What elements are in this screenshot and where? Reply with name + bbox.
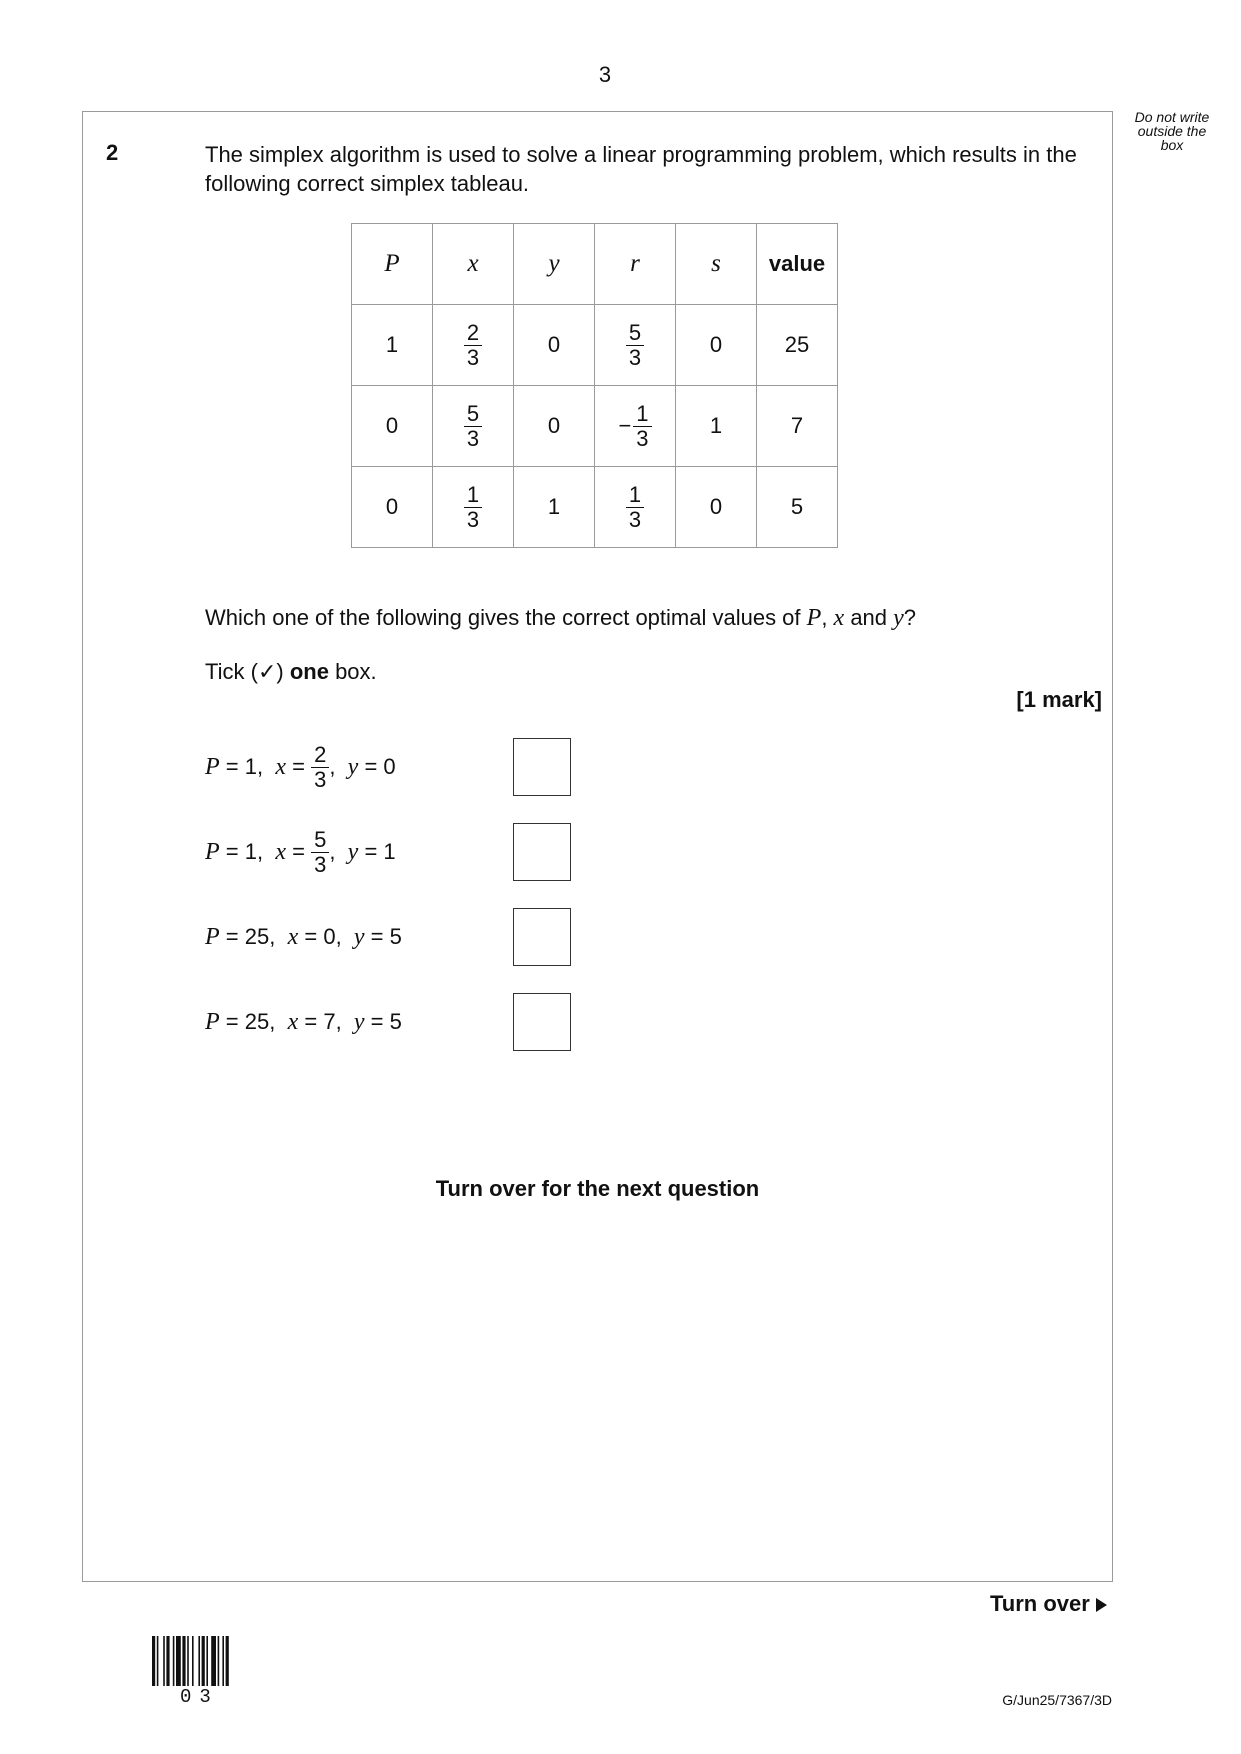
tableau-cell [433, 386, 514, 467]
simplex-tableau [351, 223, 838, 548]
which-sep: , [821, 605, 834, 630]
y-value: 5 [389, 924, 402, 949]
p-value: 25 [244, 924, 270, 949]
tick-box-2[interactable] [513, 823, 571, 881]
tableau-header-cell: y [514, 224, 595, 305]
tick-box-1[interactable] [513, 738, 571, 796]
which-end: ? [903, 605, 917, 630]
tableau-cell: 0 [352, 386, 433, 467]
option-4: P = 25 , x = 7 , y = 5 [205, 1008, 402, 1035]
tableau-row [352, 386, 838, 467]
which-text: Which one of the following gives the correct optimal values of [205, 605, 807, 630]
fraction [464, 483, 482, 532]
denominator: 3 [628, 344, 642, 370]
denominator: 3 [466, 344, 480, 370]
var-p: P [806, 605, 822, 631]
x-value: 7 [323, 1009, 336, 1034]
minus-sign: − [618, 413, 632, 438]
tick-text: Tick (✓) [205, 659, 290, 684]
fraction [626, 483, 644, 532]
tableau-header-row [352, 224, 838, 305]
tableau-header-cell: r [595, 224, 676, 305]
tick-after: box. [328, 659, 377, 684]
denominator: 3 [314, 766, 327, 792]
p-value: 1 [244, 839, 257, 864]
tableau-cell [433, 305, 514, 386]
turn-over [990, 1591, 1107, 1617]
p-value: 25 [244, 1009, 270, 1034]
tableau-cell: 0 [514, 305, 595, 386]
fraction [311, 828, 329, 877]
x-value: 0 [323, 924, 336, 949]
tableau-cell: 1 [514, 467, 595, 548]
option-3: P = 25 , x = 0 , y = 5 [205, 923, 402, 950]
option-1: P = 1 , x = $\frac{2}{3}$ , y = 0 [205, 741, 396, 792]
denominator: 3 [636, 425, 649, 451]
fraction [311, 743, 329, 792]
tableau-cell: 0 [514, 386, 595, 467]
option-2: P = 1 , x = $\frac{5}{3}$ , y = 1 [205, 826, 396, 877]
var-x: x [833, 605, 845, 631]
tick-bold: one [289, 659, 329, 684]
tableau-header-cell: value [757, 224, 838, 305]
numerator: 1 [626, 483, 644, 508]
numerator: 5 [464, 402, 482, 427]
margin-note: Do not write outside the box [1134, 109, 1210, 153]
fraction [633, 402, 651, 451]
numerator: 2 [464, 321, 482, 346]
tableau-row [352, 305, 838, 386]
turn-over-question: Turn over for the next question [435, 1176, 760, 1201]
question-number: 2 [106, 140, 119, 165]
p-value: 1 [244, 754, 257, 779]
tableau-cell: 0 [676, 305, 757, 386]
tableau-cell: 1 [676, 386, 757, 467]
numerator: 2 [311, 743, 329, 768]
tableau-cell: 5 [757, 467, 838, 548]
y-value: 1 [383, 839, 396, 864]
numerator: 5 [311, 828, 329, 853]
denominator: 3 [466, 506, 480, 532]
which-and: and [844, 605, 894, 630]
tableau-cell [595, 467, 676, 548]
tableau-row [352, 467, 838, 548]
tableau-header-cell: x [433, 224, 514, 305]
tick-instruction [205, 659, 377, 685]
question-text: The simplex algorithm is used to solve a linear programming problem, which results in the following correct simplex tableau. [205, 142, 1077, 196]
barcode-icon [152, 1636, 262, 1686]
turn-over-label: Turn over [990, 1591, 1090, 1616]
mark-allocation: [1 mark] [1016, 687, 1102, 712]
y-value: 5 [389, 1009, 402, 1034]
tableau-cell: 25 [757, 305, 838, 386]
numerator: 1 [464, 483, 482, 508]
denominator: 3 [314, 851, 327, 877]
tableau-cell: 1 [352, 305, 433, 386]
denominator: 3 [466, 425, 480, 451]
fraction [464, 402, 482, 451]
which-question [205, 605, 916, 632]
numerator: 5 [626, 321, 644, 346]
tableau-cell: 0 [352, 467, 433, 548]
fraction [464, 321, 482, 370]
paper-reference: G/Jun25/7367/3D [1002, 1692, 1112, 1708]
barcode-number: 03 [180, 1686, 219, 1708]
tick-box-3[interactable] [513, 908, 571, 966]
tableau-cell [433, 467, 514, 548]
tableau-cell [595, 386, 676, 467]
tick-box-4[interactable] [513, 993, 571, 1051]
tableau-header-cell: s [676, 224, 757, 305]
denominator: 3 [628, 506, 642, 532]
y-value: 0 [383, 754, 396, 779]
triangle-right-icon [1096, 1598, 1107, 1612]
numerator: 1 [633, 402, 651, 427]
tableau-cell: 7 [757, 386, 838, 467]
page-number: 3 [598, 62, 612, 87]
var-y: y [893, 605, 904, 631]
fraction [626, 321, 644, 370]
tableau-cell: 0 [676, 467, 757, 548]
tableau-header-cell: P [352, 224, 433, 305]
tableau-cell [595, 305, 676, 386]
